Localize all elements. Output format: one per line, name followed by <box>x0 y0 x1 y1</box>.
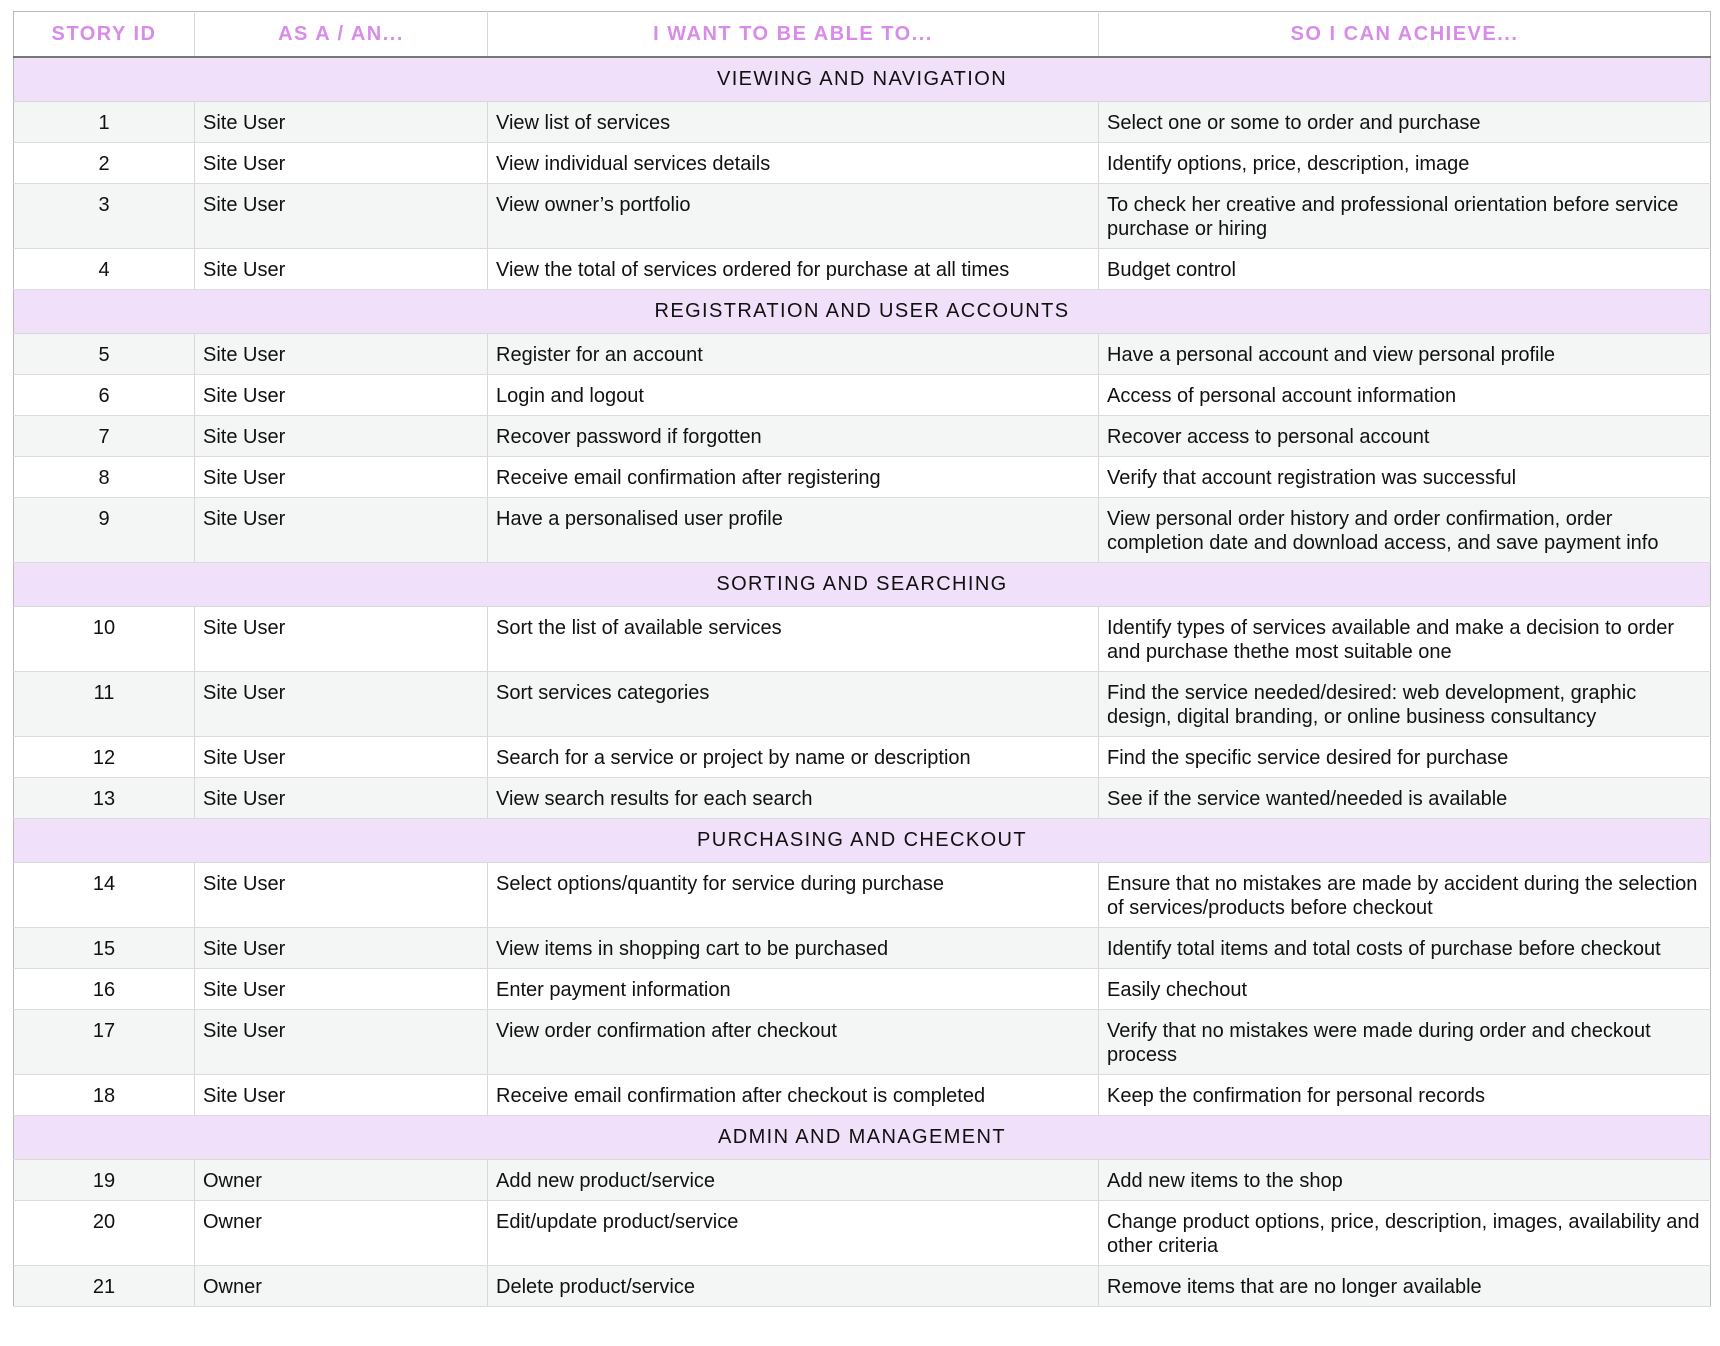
want-cell: View items in shopping cart to be purchased <box>488 928 1099 969</box>
table-body <box>14 57 1711 1307</box>
goal-cell: Identify options, price, description, image <box>1099 143 1711 184</box>
want-cell: View individual services details <box>488 143 1099 184</box>
want-cell: View list of services <box>488 102 1099 143</box>
goal-cell: Recover access to personal account <box>1099 416 1711 457</box>
role-cell: Site User <box>195 969 488 1010</box>
goal-cell: Identify types of services available and make a decision to order and purchase thethe most suitable one <box>1099 607 1711 672</box>
table-header <box>14 12 1711 58</box>
role-cell: Site User <box>195 334 488 375</box>
section-title: SORTING AND SEARCHING <box>14 563 1711 607</box>
role-cell: Site User <box>195 249 488 290</box>
header-want: I WANT TO BE ABLE TO... <box>488 12 1099 58</box>
table-row <box>14 778 1711 819</box>
goal-cell: Verify that account registration was successful <box>1099 457 1711 498</box>
role-cell: Site User <box>195 416 488 457</box>
want-cell: Login and logout <box>488 375 1099 416</box>
want-cell: Recover password if forgotten <box>488 416 1099 457</box>
role-cell: Owner <box>195 1160 488 1201</box>
want-cell: Edit/update product/service <box>488 1201 1099 1266</box>
want-cell: View the total of services ordered for purchase at all times <box>488 249 1099 290</box>
header-story-id: STORY ID <box>14 12 195 58</box>
table-row <box>14 1075 1711 1116</box>
table-row <box>14 457 1711 498</box>
table-row <box>14 607 1711 672</box>
role-cell: Site User <box>195 498 488 563</box>
table-row <box>14 1201 1711 1266</box>
story-id-cell: 4 <box>14 249 195 290</box>
goal-cell: Add new items to the shop <box>1099 1160 1711 1201</box>
role-cell: Site User <box>195 1010 488 1075</box>
goal-cell: See if the service wanted/needed is available <box>1099 778 1711 819</box>
table-row <box>14 102 1711 143</box>
section-title: PURCHASING AND CHECKOUT <box>14 819 1711 863</box>
table-row <box>14 375 1711 416</box>
story-id-cell: 6 <box>14 375 195 416</box>
section-row <box>14 290 1711 334</box>
table-row <box>14 249 1711 290</box>
table-row <box>14 928 1711 969</box>
role-cell: Site User <box>195 737 488 778</box>
goal-cell: Find the service needed/desired: web development, graphic design, digital branding, or online business consultancy <box>1099 672 1711 737</box>
table-row <box>14 969 1711 1010</box>
story-id-cell: 18 <box>14 1075 195 1116</box>
table-row <box>14 1160 1711 1201</box>
want-cell: Sort services categories <box>488 672 1099 737</box>
role-cell: Site User <box>195 102 488 143</box>
want-cell: Delete product/service <box>488 1266 1099 1307</box>
goal-cell: Verify that no mistakes were made during order and checkout process <box>1099 1010 1711 1075</box>
want-cell: Enter payment information <box>488 969 1099 1010</box>
role-cell: Site User <box>195 672 488 737</box>
header-goal: SO I CAN ACHIEVE... <box>1099 12 1711 58</box>
role-cell: Owner <box>195 1266 488 1307</box>
role-cell: Site User <box>195 1075 488 1116</box>
want-cell: View owner’s portfolio <box>488 184 1099 249</box>
story-id-cell: 13 <box>14 778 195 819</box>
user-stories-sheet <box>13 11 1710 1307</box>
want-cell: Register for an account <box>488 334 1099 375</box>
want-cell: Have a personalised user profile <box>488 498 1099 563</box>
section-title: VIEWING AND NAVIGATION <box>14 57 1711 102</box>
section-title: ADMIN AND MANAGEMENT <box>14 1116 1711 1160</box>
story-id-cell: 8 <box>14 457 195 498</box>
table-row <box>14 416 1711 457</box>
want-cell: Receive email confirmation after checkout is completed <box>488 1075 1099 1116</box>
story-id-cell: 12 <box>14 737 195 778</box>
table-row <box>14 863 1711 928</box>
story-id-cell: 2 <box>14 143 195 184</box>
header-row <box>14 12 1711 58</box>
user-stories-table <box>13 11 1711 1307</box>
story-id-cell: 3 <box>14 184 195 249</box>
goal-cell: Select one or some to order and purchase <box>1099 102 1711 143</box>
section-row <box>14 819 1711 863</box>
want-cell: Sort the list of available services <box>488 607 1099 672</box>
goal-cell: Budget control <box>1099 249 1711 290</box>
header-role: AS A / AN... <box>195 12 488 58</box>
goal-cell: Keep the confirmation for personal records <box>1099 1075 1711 1116</box>
story-id-cell: 20 <box>14 1201 195 1266</box>
story-id-cell: 15 <box>14 928 195 969</box>
table-row <box>14 1010 1711 1075</box>
story-id-cell: 7 <box>14 416 195 457</box>
goal-cell: Change product options, price, description, images, availability and other criteria <box>1099 1201 1711 1266</box>
table-row <box>14 334 1711 375</box>
goal-cell: Access of personal account information <box>1099 375 1711 416</box>
goal-cell: Remove items that are no longer available <box>1099 1266 1711 1307</box>
goal-cell: Find the specific service desired for purchase <box>1099 737 1711 778</box>
table-row <box>14 1266 1711 1307</box>
story-id-cell: 19 <box>14 1160 195 1201</box>
story-id-cell: 21 <box>14 1266 195 1307</box>
story-id-cell: 14 <box>14 863 195 928</box>
story-id-cell: 11 <box>14 672 195 737</box>
table-row <box>14 143 1711 184</box>
story-id-cell: 1 <box>14 102 195 143</box>
want-cell: Receive email confirmation after registering <box>488 457 1099 498</box>
role-cell: Site User <box>195 778 488 819</box>
story-id-cell: 9 <box>14 498 195 563</box>
goal-cell: Identify total items and total costs of purchase before checkout <box>1099 928 1711 969</box>
story-id-cell: 5 <box>14 334 195 375</box>
want-cell: View order confirmation after checkout <box>488 1010 1099 1075</box>
goal-cell: Easily chechout <box>1099 969 1711 1010</box>
table-row <box>14 184 1711 249</box>
goal-cell: Have a personal account and view personal profile <box>1099 334 1711 375</box>
role-cell: Site User <box>195 928 488 969</box>
role-cell: Site User <box>195 143 488 184</box>
want-cell: Add new product/service <box>488 1160 1099 1201</box>
story-id-cell: 16 <box>14 969 195 1010</box>
role-cell: Site User <box>195 863 488 928</box>
section-title: REGISTRATION AND USER ACCOUNTS <box>14 290 1711 334</box>
table-row <box>14 672 1711 737</box>
goal-cell: Ensure that no mistakes are made by accident during the selection of services/products before checkout <box>1099 863 1711 928</box>
role-cell: Site User <box>195 607 488 672</box>
goal-cell: View personal order history and order confirmation, order completion date and download access, and save payment info <box>1099 498 1711 563</box>
role-cell: Owner <box>195 1201 488 1266</box>
story-id-cell: 17 <box>14 1010 195 1075</box>
section-row <box>14 563 1711 607</box>
table-row <box>14 498 1711 563</box>
role-cell: Site User <box>195 457 488 498</box>
goal-cell: To check her creative and professional orientation before service purchase or hiring <box>1099 184 1711 249</box>
section-row <box>14 57 1711 102</box>
role-cell: Site User <box>195 375 488 416</box>
table-row <box>14 737 1711 778</box>
section-row <box>14 1116 1711 1160</box>
want-cell: View search results for each search <box>488 778 1099 819</box>
story-id-cell: 10 <box>14 607 195 672</box>
want-cell: Search for a service or project by name or description <box>488 737 1099 778</box>
role-cell: Site User <box>195 184 488 249</box>
want-cell: Select options/quantity for service during purchase <box>488 863 1099 928</box>
